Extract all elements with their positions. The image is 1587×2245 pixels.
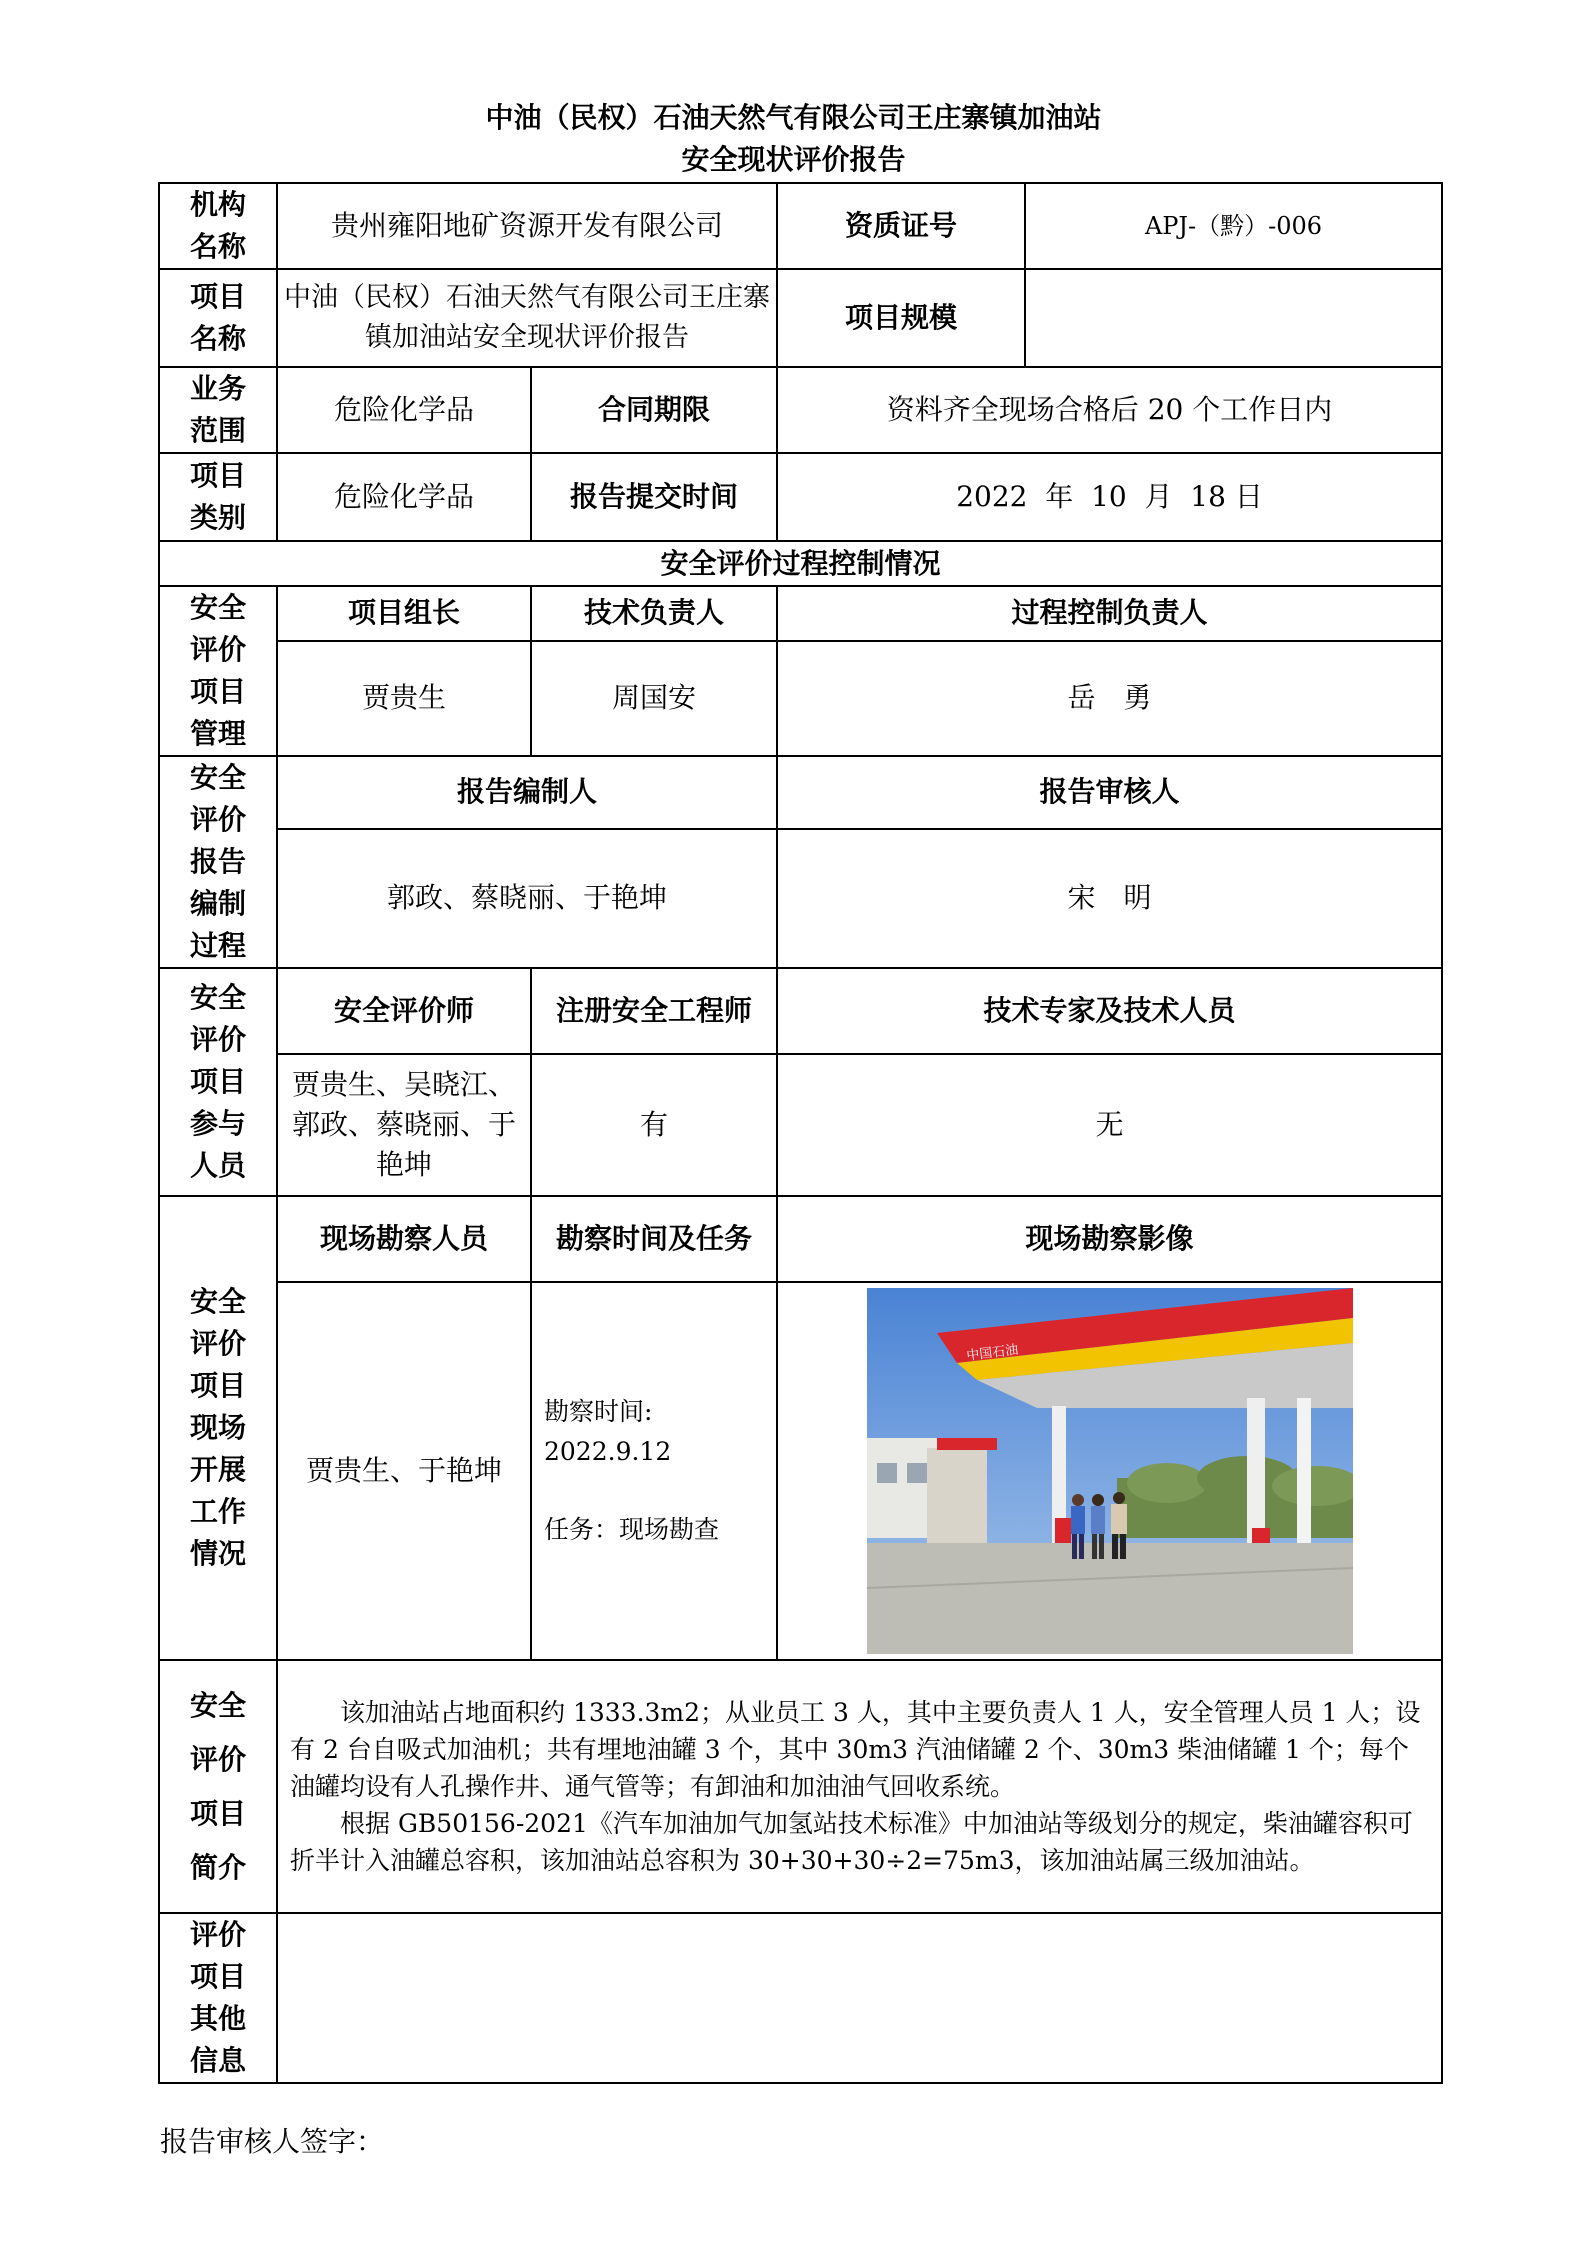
gas-station-photo <box>867 1288 1353 1654</box>
engineer-value: 有 <box>531 1054 777 1196</box>
tech-value: 周国安 <box>531 641 777 756</box>
submit-label: 报告提交时间 <box>531 453 777 541</box>
intro-paragraph-2: 根据 GB50156-2021《汽车加油加气加氢站技术标准》中加油站等级划分的规定，柴油罐容积可折半计入油罐总容积，该加油站总容积为 30+30+30÷2=75m3，该加油站属三级加油站。 <box>290 1809 1413 1875</box>
report-form-table <box>158 182 1443 2084</box>
engineer-header: 注册安全工程师 <box>531 968 777 1054</box>
survey-time-task <box>531 1282 777 1660</box>
survey-label: 安全 评价 项目 现场 开展 工作 情况 <box>159 1196 277 1660</box>
project-name-label: 项目 名称 <box>159 269 277 367</box>
survey-task: 任务：现场勘查 <box>544 1515 720 1544</box>
image-header: 现场勘察影像 <box>777 1196 1442 1282</box>
submit-value: 2022 年 10 月 18 日 <box>777 453 1442 541</box>
intro-text <box>277 1660 1442 1913</box>
survey-time-value: 2022.9.12 <box>544 1437 672 1466</box>
cert-label: 资质证号 <box>777 183 1025 269</box>
scale-label: 项目规模 <box>777 269 1025 367</box>
leader-value: 贾贵生 <box>277 641 531 756</box>
experts-value: 无 <box>777 1054 1442 1196</box>
assessors-value: 贾贵生、吴晓江、郭政、蔡晓丽、于艳坤 <box>277 1054 531 1196</box>
control-header: 过程控制负责人 <box>777 586 1442 641</box>
tech-header: 技术负责人 <box>531 586 777 641</box>
other-label: 评价 项目 其他 信息 <box>159 1913 277 2083</box>
cert-value: APJ-（黔）-006 <box>1025 183 1442 269</box>
document-subtitle: 安全现状评价报告 <box>681 143 906 176</box>
personnel-header: 现场勘察人员 <box>277 1196 531 1282</box>
control-value: 岳 勇 <box>777 641 1442 756</box>
scale-value <box>1025 269 1442 367</box>
contract-label: 合同期限 <box>531 367 777 453</box>
reviewer-signature-label: 报告审核人签字： <box>160 2125 385 2158</box>
category-value: 危险化学品 <box>277 453 531 541</box>
management-label: 安全 评价 项目 管理 <box>159 586 277 756</box>
business-value: 危险化学品 <box>277 367 531 453</box>
survey-time-label: 勘察时间: <box>544 1397 653 1426</box>
org-label: 机构 名称 <box>159 183 277 269</box>
canopy-sign-text: 中国石油 <box>965 1342 1019 1364</box>
personnel-value: 贾贵生、于艳坤 <box>277 1282 531 1660</box>
participants-label: 安全 评价 项目 参与 人员 <box>159 968 277 1196</box>
category-label: 项目 类别 <box>159 453 277 541</box>
leader-header: 项目组长 <box>277 586 531 641</box>
assessor-header: 安全评价师 <box>277 968 531 1054</box>
reviewer-header: 报告审核人 <box>777 756 1442 829</box>
contract-value: 资料齐全现场合格后 20 个工作日内 <box>777 367 1442 453</box>
other-value <box>277 1913 1442 2083</box>
expert-header: 技术专家及技术人员 <box>777 968 1442 1054</box>
compile-label: 安全 评价 报告 编制 过程 <box>159 756 277 968</box>
process-section-title: 安全评价过程控制情况 <box>159 541 1442 586</box>
business-label: 业务 范围 <box>159 367 277 453</box>
intro-label: 安全 评价 项目 简介 <box>159 1660 277 1913</box>
survey-photo-cell <box>777 1282 1442 1660</box>
org-value: 贵州雍阳地矿资源开发有限公司 <box>277 183 777 269</box>
document-title: 中油（民权）石油天然气有限公司王庄寨镇加油站 <box>485 101 1102 134</box>
compiler-header: 报告编制人 <box>277 756 777 829</box>
reviewer-value: 宋 明 <box>777 829 1442 968</box>
time-header: 勘察时间及任务 <box>531 1196 777 1282</box>
project-name-value: 中油（民权）石油天然气有限公司王庄寨镇加油站安全现状评价报告 <box>277 269 777 367</box>
compilers-value: 郭政、蔡晓丽、于艳坤 <box>277 829 777 968</box>
intro-paragraph-1: 该加油站占地面积约 1333.3m2；从业员工 3 人，其中主要负责人 1 人，安全管理人员 1 人；设有 2 台自吸式加油机；共有埋地油罐 3 个，其中 30m3 汽油储罐 2 个、30m3 柴油储罐 1 个；每个油罐均设有人孔操作井、通气管等；有卸油和加油油气回收系统。 <box>290 1698 1421 1801</box>
